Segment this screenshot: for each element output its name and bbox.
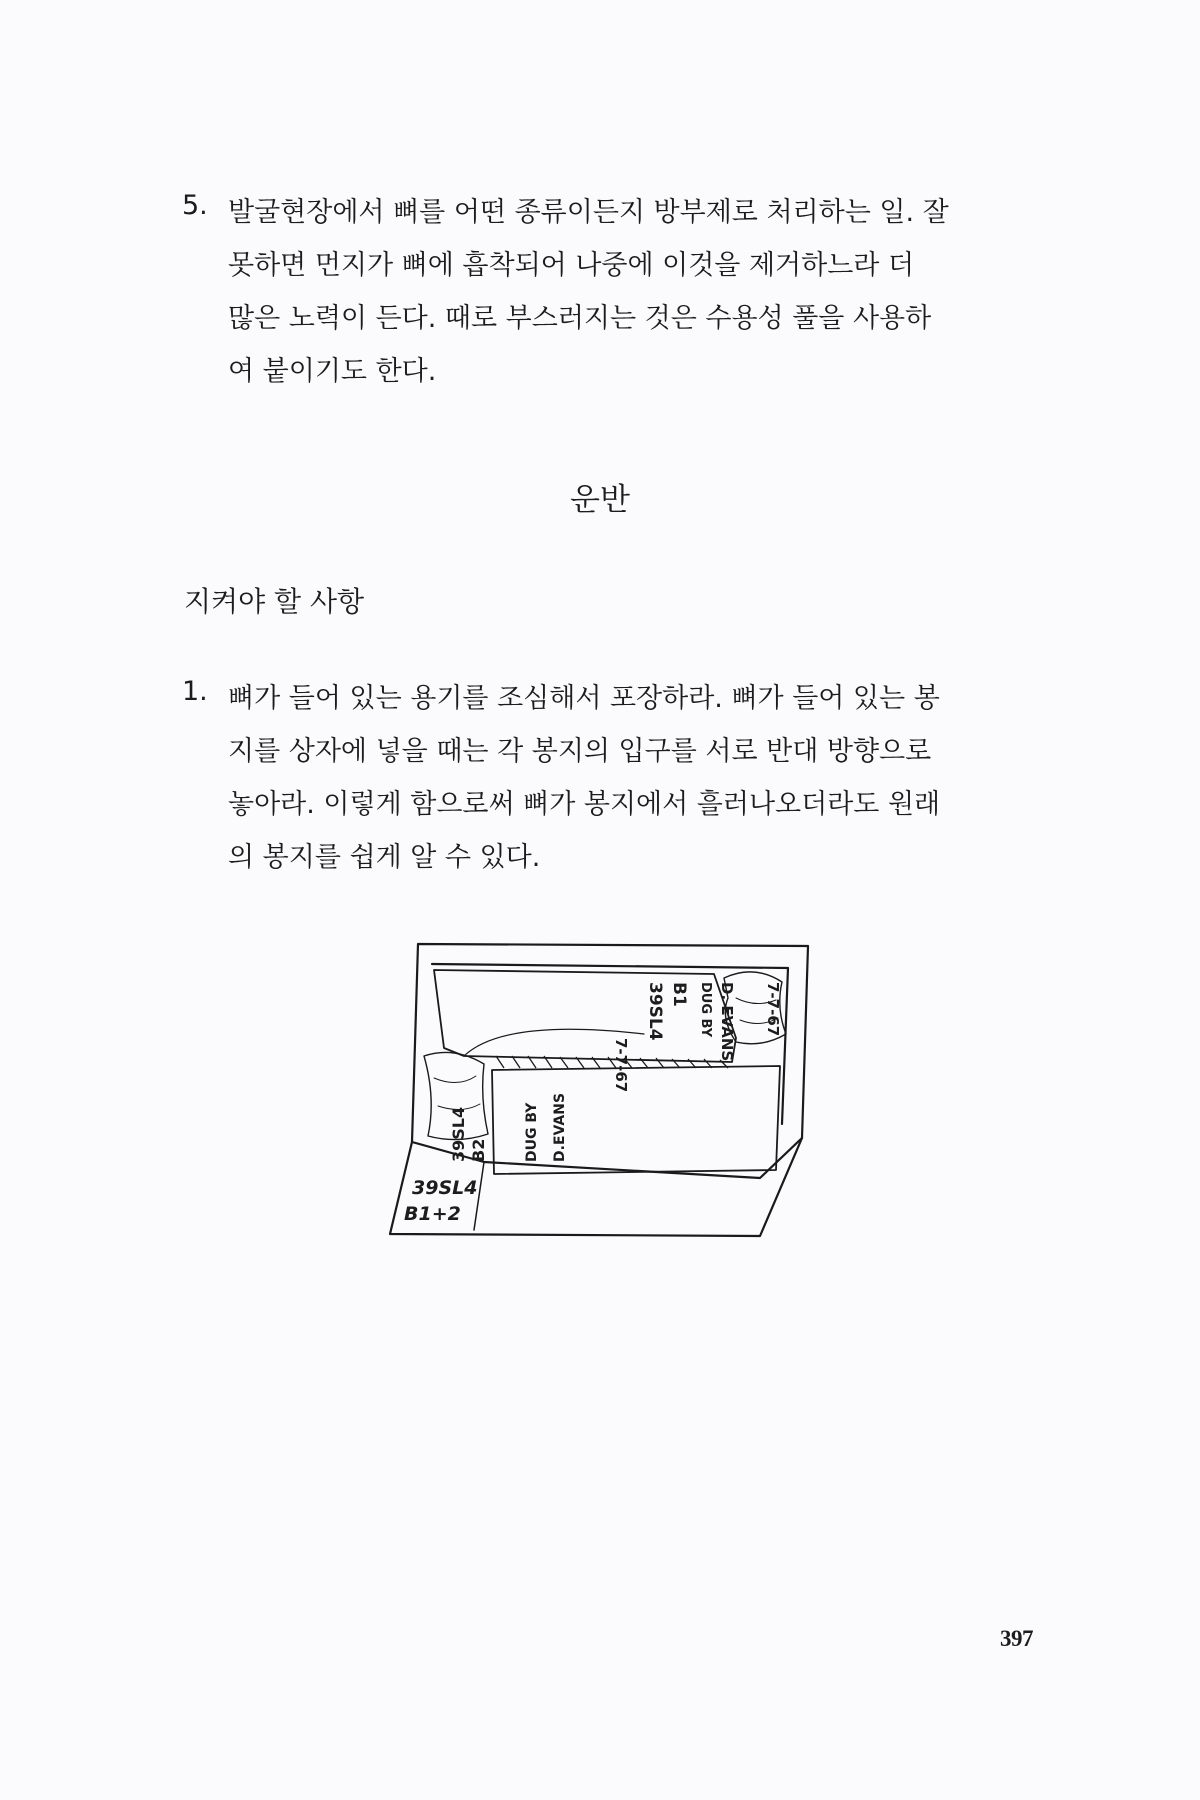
box-label: 39SL4 — [412, 1177, 478, 1199]
paragraph-line: 여 붙이기도 한다. — [228, 356, 437, 387]
bag-label: B2 — [469, 1138, 488, 1162]
paragraph-line: 못하면 먼지가 뼈에 흡착되어 나중에 이것을 제거하느라 더 — [228, 250, 915, 281]
paragraph-line: 의 봉지를 쉽게 알 수 있다. — [228, 842, 541, 873]
paragraph-line: 발굴현장에서 뼈를 어떤 종류이든지 방부제로 처리하는 일. 잘 — [228, 197, 949, 228]
paragraph-line: 뼈가 들어 있는 용기를 조심해서 포장하라. 뼈가 들어 있는 봉 — [228, 683, 940, 714]
bag-label: D. EVANS — [718, 982, 736, 1062]
section-heading: 운반 — [570, 482, 630, 518]
box-drawing — [384, 938, 824, 1238]
paragraph-line: 지를 상자에 넣을 때는 각 봉지의 입구를 서로 반대 방향으로 — [228, 736, 932, 767]
bag-label: D.EVANS — [552, 1092, 568, 1162]
paragraph-line: 놓아라. 이렇게 함으로써 뼈가 봉지에서 흘러나오더라도 원래 — [228, 789, 941, 820]
bag-label: 7-7-67 — [764, 982, 782, 1037]
page-number: 397 — [1000, 1626, 1033, 1651]
box-label: B1+2 — [404, 1203, 461, 1225]
bag-upper — [434, 970, 736, 1062]
list-number: 5. — [182, 190, 208, 221]
bag-label: 39SL4 — [645, 982, 665, 1041]
sub-heading: 지켜야 할 사항 — [184, 585, 365, 618]
list-number: 1. — [182, 676, 208, 707]
bag-label: DUG BY — [524, 1102, 540, 1162]
box-illustration — [384, 938, 824, 1238]
bag-label: DUG BY — [698, 982, 713, 1038]
bag-label: 39SL4 — [449, 1106, 468, 1162]
bag-label: 7-7-67 — [612, 1038, 630, 1093]
bag-label: B1 — [669, 982, 689, 1007]
paragraph-line: 많은 노력이 든다. 때로 부스러지는 것은 수용성 풀을 사용하 — [228, 303, 932, 334]
